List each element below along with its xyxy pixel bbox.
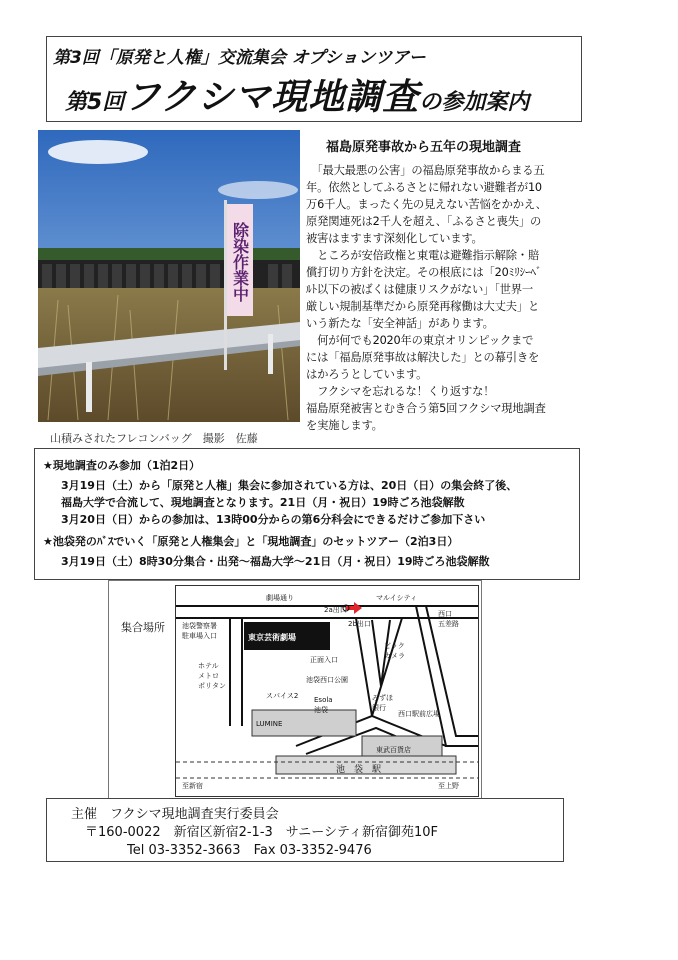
map-to-ueno: 至上野 xyxy=(438,782,459,790)
map-lumine: LUMINE xyxy=(256,720,283,728)
map-marui: マルイシティ xyxy=(376,594,418,602)
header-box xyxy=(46,36,582,122)
map-svg xyxy=(176,586,478,796)
map-mizuho-1: みずほ xyxy=(372,694,393,702)
map-hotel-3: ポリタン xyxy=(198,682,226,690)
map-gosaro: 五差路 xyxy=(438,620,459,628)
article xyxy=(302,128,618,444)
header-title xyxy=(65,69,529,120)
header-title-part3: の参加案内 xyxy=(419,90,530,115)
map-section xyxy=(108,580,482,800)
info-line-1: 3月19日（土）から「原発と人権」集会に参加されている方は、20日（日）の集会終了後、 xyxy=(61,479,518,492)
photo-image xyxy=(38,130,300,422)
map-to-shinjuku: 至新宿 xyxy=(182,782,203,790)
map-mizuho-2: 銀行 xyxy=(372,704,386,712)
map-park: 池袋西口公園 xyxy=(306,676,348,684)
map-spice: スパイス2 xyxy=(266,692,299,700)
info-line-2: 福島大学で合流して、現地調査となります。21日（月・祝日）19時ごろ池袋解散 xyxy=(61,496,465,509)
map-police: 池袋警察署 xyxy=(182,622,217,630)
map-exit-2b: 2b出口 xyxy=(348,620,371,628)
map-esola-2: 池袋 xyxy=(314,706,328,714)
map-plaza: 西口駅前広場 xyxy=(398,710,440,718)
header-title-part1: 第5回 xyxy=(65,90,125,115)
map-esola-1: Esola xyxy=(314,696,333,704)
map-theater: 東京芸術劇場 xyxy=(248,633,296,642)
info-heading-2: ★池袋発のﾊﾞｽでいく「原発と人権集会」と「現地調査」のセットツアー（2泊3日） xyxy=(43,535,459,548)
footer-organizer-line: 主催 フクシマ現地調査実行委員会 xyxy=(71,807,279,822)
map-parking: 駐車場入口 xyxy=(182,632,217,640)
participation-info xyxy=(34,448,580,580)
article-body: 「最大最悪の公害」の福島原発事故からまる五 年。依然としてふるさとに帰れない避難者が10 万6千人。まったく先の見えない苦悩をかかえ、 原発関連死は2千人を超え、「ふるさと喪失」の 被害はますます深刻化しています。 ところが安倍政権と東電は避難指示解除・賠 償打切り方針を決定。その根底には「20ﾐﾘｼｰﾍﾞ ﾙﾄ以下の被ばくは健康リスクがない」「世界一 厳しい規制基準だから原発再稼働は大丈夫」と いう新たな「安全神話」があります。 何が何でも2020年の東京オリンピックまで には「福島原発事故は解決した」との幕引きを はかろうとしています。 フクシマを忘れるな！くり返すな！ 福島原発被害とむき合う第5回フクシマ現地調査 を実施します。 xyxy=(306,164,547,432)
map-label: 集合場所 xyxy=(121,621,165,634)
footer-phone: Tel 03-3352-3663 Fax 03-3352-9476 xyxy=(127,843,372,858)
footer-organizer xyxy=(46,798,564,862)
photo-flecon-bags xyxy=(38,130,300,422)
map-bic: ビック xyxy=(384,642,405,650)
map-camera: カメラ xyxy=(384,652,405,660)
map-nishiguchi: 西口 xyxy=(438,610,452,618)
info-line-4: 3月19日（土）8時30分集合・出発～福島大学～21日（月・祝日）19時ごろ池袋解散 xyxy=(61,555,490,568)
info-heading-1: ★現地調査のみ参加（1泊2日） xyxy=(43,459,201,472)
map-station: 池 袋 駅 xyxy=(336,765,382,775)
header-subtitle: 第3回「原発と人権」交流集会 オプションツアー xyxy=(53,48,426,68)
banner-text: 除染作業中 xyxy=(230,222,250,302)
article-title: 福島原発事故から五年の現地調査 xyxy=(326,140,522,155)
map-hotel-2: メトロ xyxy=(198,672,219,680)
map-main-entrance: 正面入口 xyxy=(310,656,338,664)
photo-caption: 山積みされたフレコンバッグ 撮影 佐藤 xyxy=(50,432,258,445)
map-hotel-1: ホテル xyxy=(198,662,219,670)
header-title-part2: フクシマ現地調査 xyxy=(124,77,420,118)
map-gekijo-dori: 劇場通り xyxy=(266,594,294,602)
map-tobu: 東武百貨店 xyxy=(376,746,411,754)
info-line-3: 3月20日（日）からの参加は、13時00分からの第6分科会にできるだけご参加下さい xyxy=(61,513,486,526)
footer-address: 〒160-0022 新宿区新宿2-1-3 サニーシティ新宿御苑10F xyxy=(85,825,438,840)
map-exit-2a: 2a出口 xyxy=(324,606,347,614)
meeting-place-map xyxy=(175,585,479,797)
meeting-point-arrow xyxy=(346,602,362,614)
